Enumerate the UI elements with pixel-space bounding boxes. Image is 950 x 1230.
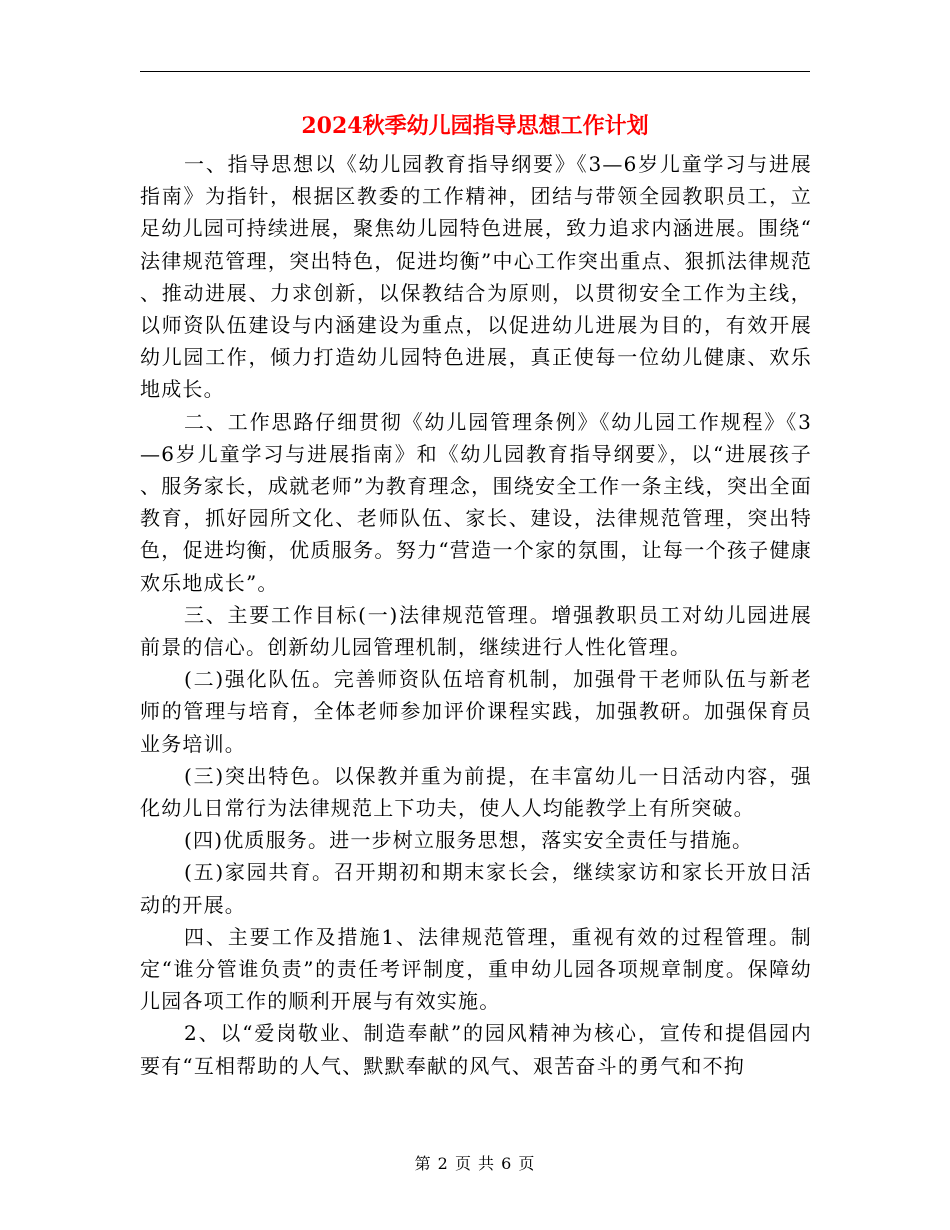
paragraph-guiding-ideology: 一、指导思想以《幼儿园教育指导纲要》《3—6岁儿童学习与进展指南》为指针，根据区教委的工作精神，团结与带领全园教职员工，立足幼儿园可持续进展，聚焦幼儿园特色进展，致力追求内涵进展。围绕“法律规范管理，突出特色，促进均衡”中心工作突出重点、狠抓法律规范、推动进展、力求创新，以保教结合为原则，以贯彻安全工作为主线，以师资队伍建设与内涵建设为重点，以促进幼儿进展为目的，有效开展幼儿园工作，倾力打造幼儿园特色进展，真正使每一位幼儿健康、欢乐地成长。: [140, 152, 812, 402]
paragraph-quality-service: (四)优质服务。进一步树立服务思想，落实安全责任与措施。: [184, 828, 754, 853]
document-body: [140, 148, 812, 1082]
paragraph-work-approach: 二、工作思路仔细贯彻《幼儿园管理条例》《幼儿园工作规程》《3—6岁儿童学习与进展指南》和《幼儿园教育指导纲要》，以“进展孩子、服务家长，成就老师”为教育理念，围绕安全工作一条主线，突出全面教育，抓好园所文化、老师队伍、家长、建设，法律规范管理，突出特色，促进均衡，优质服务。努力“营造一个家的氛围，让每一个孩子健康欢乐地成长”。: [140, 409, 812, 595]
document-title: 2024秋季幼儿园指导思想工作计划: [301, 113, 649, 139]
page-number: 第 2 页 共 6 页: [414, 1154, 536, 1173]
paragraph-main-goals: 三、主要工作目标(一)法律规范管理。增强教职员工对幼儿园进展前景的信心。创新幼儿园管理机制，继续进行人性化管理。: [140, 602, 812, 660]
page-footer: [0, 1152, 950, 1176]
paragraph-strengthen-team: (二)强化队伍。完善师资队伍培育机制，加强骨干老师队伍与新老师的管理与培育，全体老师参加评价课程实践，加强教研。加强保育员业务培训。: [140, 667, 812, 756]
paragraph-home-school: (五)家园共育。召开期初和期末家长会，继续家访和家长开放日活动的开展。: [140, 860, 812, 917]
paragraph-main-measures: 四、主要工作及措施1、法律规范管理，重视有效的过程管理。制定“谁分管谁负责”的责任考评制度，重申幼儿园各项规章制度。保障幼儿园各项工作的顺利开展与有效实施。: [140, 924, 812, 1014]
paragraph-spirit-core: 2、以“爱岗敬业、制造奉献”的园风精神为核心，宣传和提倡园内要有“互相帮助的人气、默默奉献的风气、艰苦奋斗的勇气和不拘: [140, 1021, 812, 1078]
paragraph-highlight-features: (三)突出特色。以保教并重为前提，在丰富幼儿一日活动内容，强化幼儿日常行为法律规范上下功夫，使人人均能教学上有所突破。: [140, 763, 812, 821]
header-rule: [140, 71, 810, 72]
